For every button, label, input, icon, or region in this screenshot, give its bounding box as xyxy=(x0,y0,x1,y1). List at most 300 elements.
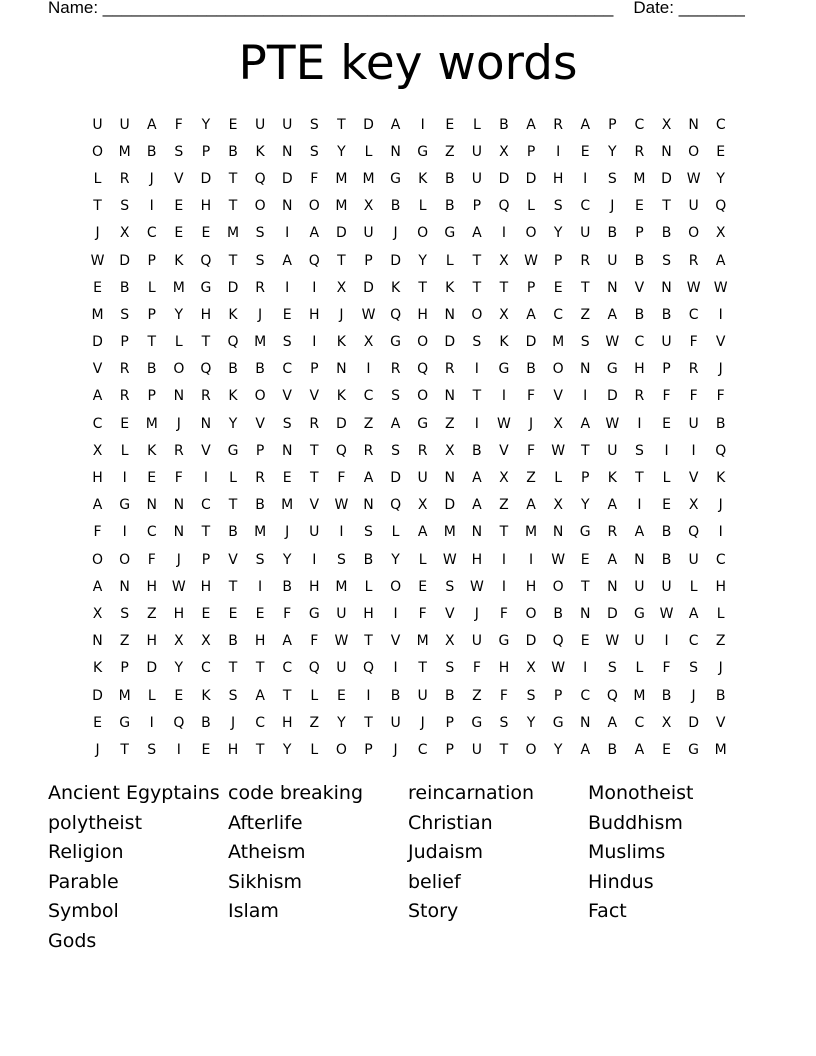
grid-cell[interactable]: B xyxy=(607,225,618,242)
grid-cell[interactable]: R xyxy=(580,252,591,269)
grid-cell[interactable]: W xyxy=(713,279,728,296)
grid-cell[interactable]: Y xyxy=(716,170,725,187)
grid-cell[interactable]: A xyxy=(472,225,482,242)
grid-cell[interactable]: X xyxy=(444,442,455,459)
grid-cell[interactable]: I xyxy=(149,714,154,731)
grid-cell[interactable]: A xyxy=(255,687,265,704)
grid-cell[interactable]: B xyxy=(499,116,509,133)
grid-cell[interactable]: K xyxy=(336,334,346,351)
grid-cell[interactable]: A xyxy=(472,470,482,487)
grid-cell[interactable]: S xyxy=(282,415,292,432)
grid-cell[interactable]: O xyxy=(525,741,537,758)
grid-cell[interactable]: A xyxy=(526,497,536,514)
grid-cell[interactable]: I xyxy=(501,225,507,242)
grid-cell[interactable]: Y xyxy=(282,741,292,758)
grid-cell[interactable]: O xyxy=(390,578,402,595)
grid-cell[interactable]: D xyxy=(525,170,537,187)
grid-cell[interactable]: X xyxy=(715,225,726,242)
grid-cell[interactable]: S xyxy=(634,442,644,459)
grid-cell[interactable]: Q xyxy=(308,660,320,677)
grid-cell[interactable]: W xyxy=(334,633,349,650)
grid-cell[interactable]: Q xyxy=(552,633,564,650)
grid-cell[interactable]: D xyxy=(444,334,456,351)
grid-cell[interactable]: V xyxy=(634,279,645,296)
grid-cell[interactable]: M xyxy=(362,170,375,187)
grid-cell[interactable]: U xyxy=(417,470,428,487)
grid-cell[interactable]: O xyxy=(552,578,564,595)
grid-cell[interactable]: V xyxy=(553,388,563,405)
grid-cell[interactable]: P xyxy=(201,551,211,568)
grid-cell[interactable]: Y xyxy=(580,497,590,514)
grid-cell[interactable]: J xyxy=(393,225,398,242)
grid-cell[interactable]: F xyxy=(499,687,508,704)
grid-cell[interactable]: P xyxy=(635,225,644,242)
grid-cell[interactable]: X xyxy=(553,497,563,514)
grid-cell[interactable]: H xyxy=(200,578,212,595)
grid-cell[interactable]: N xyxy=(173,388,185,405)
grid-cell[interactable]: X xyxy=(363,334,374,351)
grid-cell[interactable]: S xyxy=(120,198,130,215)
grid-cell[interactable]: K xyxy=(607,470,617,487)
grid-cell[interactable]: B xyxy=(146,361,157,378)
grid-cell[interactable]: L xyxy=(635,660,644,677)
grid-cell[interactable]: R xyxy=(309,415,320,432)
grid-cell[interactable]: Q xyxy=(227,334,239,351)
grid-cell[interactable]: T xyxy=(310,470,319,487)
grid-cell[interactable]: D xyxy=(688,714,699,731)
grid-cell[interactable]: L xyxy=(445,252,454,269)
grid-cell[interactable]: J xyxy=(718,361,723,378)
grid-cell[interactable]: P xyxy=(526,143,536,160)
grid-cell[interactable]: Q xyxy=(498,198,510,215)
grid-cell[interactable]: Z xyxy=(580,306,591,323)
grid-cell[interactable]: H xyxy=(498,660,510,677)
grid-cell[interactable]: U xyxy=(363,225,374,242)
grid-cell[interactable]: I xyxy=(176,741,181,758)
grid-cell[interactable]: C xyxy=(146,524,157,541)
grid-cell[interactable]: C xyxy=(363,388,374,405)
grid-cell[interactable]: S xyxy=(174,143,184,160)
grid-cell[interactable]: A xyxy=(309,225,320,242)
grid-cell[interactable]: I xyxy=(691,442,696,459)
grid-cell[interactable]: Y xyxy=(553,225,563,242)
grid-cell[interactable]: I xyxy=(312,334,317,351)
grid-cell[interactable]: X xyxy=(92,442,103,459)
grid-cell[interactable]: D xyxy=(363,279,374,296)
grid-cell[interactable]: O xyxy=(688,225,700,242)
grid-cell[interactable]: T xyxy=(228,660,238,677)
grid-cell[interactable]: O xyxy=(417,388,429,405)
grid-cell[interactable]: E xyxy=(282,470,292,487)
grid-cell[interactable]: M xyxy=(335,170,348,187)
grid-cell[interactable]: P xyxy=(472,198,482,215)
grid-cell[interactable]: A xyxy=(580,116,591,133)
grid-cell[interactable]: S xyxy=(391,442,401,459)
grid-cell[interactable]: Q xyxy=(362,660,374,677)
grid-cell[interactable]: I xyxy=(366,361,371,378)
grid-cell[interactable]: H xyxy=(146,633,157,650)
grid-cell[interactable]: O xyxy=(92,143,104,160)
grid-cell[interactable]: R xyxy=(553,116,563,133)
grid-cell[interactable]: L xyxy=(472,116,481,133)
grid-cell[interactable]: F xyxy=(662,388,671,405)
grid-cell[interactable]: D xyxy=(92,687,103,704)
grid-cell[interactable]: I xyxy=(664,633,669,650)
grid-cell[interactable]: X xyxy=(661,116,672,133)
grid-cell[interactable]: P xyxy=(526,279,536,296)
grid-cell[interactable]: I xyxy=(122,470,127,487)
grid-cell[interactable]: N xyxy=(579,605,591,622)
grid-cell[interactable]: Q xyxy=(390,497,402,514)
grid-cell[interactable]: U xyxy=(336,660,347,677)
grid-cell[interactable]: P xyxy=(553,687,563,704)
grid-cell[interactable]: I xyxy=(718,524,723,541)
grid-cell[interactable]: X xyxy=(499,143,509,160)
grid-cell[interactable]: A xyxy=(607,551,618,568)
grid-cell[interactable]: J xyxy=(176,551,181,568)
grid-cell[interactable]: C xyxy=(634,334,645,351)
grid-cell[interactable]: M xyxy=(714,741,727,758)
grid-cell[interactable]: C xyxy=(634,116,645,133)
grid-cell[interactable]: M xyxy=(552,334,565,351)
grid-cell[interactable]: B xyxy=(444,170,455,187)
grid-cell[interactable]: W xyxy=(605,415,620,432)
grid-cell[interactable]: A xyxy=(146,116,157,133)
grid-cell[interactable]: O xyxy=(688,143,700,160)
grid-cell[interactable]: J xyxy=(610,198,615,215)
grid-cell[interactable]: Q xyxy=(417,361,429,378)
grid-cell[interactable]: E xyxy=(174,198,184,215)
grid-cell[interactable]: N xyxy=(146,497,157,514)
grid-cell[interactable]: B xyxy=(715,415,726,432)
grid-cell[interactable]: H xyxy=(254,633,266,650)
grid-cell[interactable]: F xyxy=(174,116,183,133)
grid-cell[interactable]: I xyxy=(285,225,290,242)
grid-cell[interactable]: I xyxy=(474,415,479,432)
grid-cell[interactable]: G xyxy=(552,714,564,731)
grid-cell[interactable]: U xyxy=(634,633,645,650)
grid-cell[interactable]: V xyxy=(715,714,726,731)
grid-cell[interactable]: M xyxy=(416,633,429,650)
grid-cell[interactable]: U xyxy=(634,578,645,595)
grid-cell[interactable]: I xyxy=(583,388,588,405)
grid-cell[interactable]: C xyxy=(201,497,211,514)
grid-cell[interactable]: Z xyxy=(444,415,455,432)
grid-cell[interactable]: Y xyxy=(201,116,211,133)
grid-cell[interactable]: Q xyxy=(200,361,212,378)
grid-cell[interactable]: M xyxy=(633,687,646,704)
grid-cell[interactable]: I xyxy=(420,116,425,133)
grid-cell[interactable]: C xyxy=(146,225,157,242)
grid-cell[interactable]: K xyxy=(92,660,103,677)
grid-cell[interactable]: N xyxy=(173,497,185,514)
grid-cell[interactable]: I xyxy=(393,605,398,622)
grid-cell[interactable]: N xyxy=(444,388,455,405)
grid-cell[interactable]: W xyxy=(605,334,620,351)
grid-cell[interactable]: S xyxy=(472,334,482,351)
grid-cell[interactable]: J xyxy=(420,714,425,731)
grid-cell[interactable]: M xyxy=(145,415,158,432)
grid-cell[interactable]: L xyxy=(418,198,427,215)
grid-cell[interactable]: K xyxy=(418,170,428,187)
grid-cell[interactable]: V xyxy=(309,497,320,514)
grid-cell[interactable]: G xyxy=(390,334,401,351)
grid-cell[interactable]: F xyxy=(499,605,508,622)
grid-cell[interactable]: F xyxy=(716,388,725,405)
grid-cell[interactable]: J xyxy=(95,225,100,242)
grid-cell[interactable]: G xyxy=(417,143,429,160)
grid-cell[interactable]: X xyxy=(417,497,428,514)
grid-cell[interactable]: F xyxy=(93,524,102,541)
grid-cell[interactable]: A xyxy=(472,497,482,514)
grid-cell[interactable]: E xyxy=(580,143,590,160)
grid-cell[interactable]: S xyxy=(445,578,455,595)
grid-cell[interactable]: T xyxy=(472,388,482,405)
grid-cell[interactable]: W xyxy=(686,170,701,187)
grid-cell[interactable]: N xyxy=(444,306,455,323)
grid-cell[interactable]: H xyxy=(552,170,564,187)
grid-cell[interactable]: A xyxy=(92,578,103,595)
grid-cell[interactable]: T xyxy=(662,198,671,215)
grid-cell[interactable]: J xyxy=(393,741,398,758)
grid-cell[interactable]: I xyxy=(312,551,317,568)
grid-cell[interactable]: N xyxy=(661,143,672,160)
grid-cell[interactable]: T xyxy=(310,442,319,459)
grid-cell[interactable]: E xyxy=(201,741,211,758)
grid-cell[interactable]: W xyxy=(551,551,566,568)
grid-cell[interactable]: P xyxy=(147,252,156,269)
grid-cell[interactable]: J xyxy=(718,660,723,677)
grid-cell[interactable]: D xyxy=(661,170,672,187)
grid-cell[interactable]: A xyxy=(282,633,292,650)
grid-cell[interactable]: S xyxy=(499,714,509,731)
grid-cell[interactable]: B xyxy=(228,143,238,160)
grid-cell[interactable]: S xyxy=(607,170,617,187)
grid-cell[interactable]: B xyxy=(282,578,292,595)
grid-cell[interactable]: R xyxy=(417,442,428,459)
grid-cell[interactable]: E xyxy=(418,578,428,595)
grid-cell[interactable]: Z xyxy=(472,687,482,704)
grid-cell[interactable]: B xyxy=(553,605,563,622)
grid-cell[interactable]: W xyxy=(551,660,566,677)
grid-cell[interactable]: C xyxy=(201,660,211,677)
grid-cell[interactable]: E xyxy=(336,687,346,704)
grid-cell[interactable]: P xyxy=(445,741,454,758)
grid-cell[interactable]: E xyxy=(120,415,130,432)
grid-cell[interactable]: P xyxy=(608,116,617,133)
grid-cell[interactable]: K xyxy=(499,334,509,351)
grid-cell[interactable]: C xyxy=(417,741,428,758)
grid-cell[interactable]: X xyxy=(661,714,672,731)
grid-cell[interactable]: V xyxy=(282,388,292,405)
grid-cell[interactable]: R xyxy=(634,143,645,160)
grid-cell[interactable]: G xyxy=(417,415,429,432)
grid-cell[interactable]: G xyxy=(471,714,483,731)
grid-cell[interactable]: U xyxy=(119,116,130,133)
grid-cell[interactable]: D xyxy=(281,170,293,187)
grid-cell[interactable]: I xyxy=(583,170,588,187)
grid-cell[interactable]: J xyxy=(339,306,344,323)
grid-cell[interactable]: T xyxy=(201,334,211,351)
grid-cell[interactable]: T xyxy=(228,252,238,269)
grid-cell[interactable]: J xyxy=(149,170,154,187)
grid-cell[interactable]: S xyxy=(580,334,590,351)
grid-cell[interactable]: E xyxy=(174,225,184,242)
grid-cell[interactable]: T xyxy=(472,279,482,296)
grid-cell[interactable]: Y xyxy=(608,143,617,160)
grid-cell[interactable]: P xyxy=(310,361,319,378)
grid-cell[interactable]: G xyxy=(444,225,456,242)
grid-cell[interactable]: D xyxy=(498,170,510,187)
grid-cell[interactable]: M xyxy=(172,279,185,296)
grid-cell[interactable]: O xyxy=(254,198,266,215)
grid-cell[interactable]: S xyxy=(526,687,536,704)
grid-cell[interactable]: U xyxy=(580,225,591,242)
grid-cell[interactable]: E xyxy=(282,306,292,323)
name-field[interactable]: Name: ______________________________________________________ xyxy=(48,0,614,17)
grid-cell[interactable]: B xyxy=(444,198,455,215)
grid-cell[interactable]: C xyxy=(715,116,726,133)
grid-cell[interactable]: F xyxy=(310,633,319,650)
grid-cell[interactable]: O xyxy=(335,741,347,758)
grid-cell[interactable]: S xyxy=(336,551,346,568)
grid-cell[interactable]: F xyxy=(527,442,536,459)
grid-cell[interactable]: G xyxy=(498,633,510,650)
grid-cell[interactable]: K xyxy=(255,143,265,160)
grid-cell[interactable]: I xyxy=(501,388,507,405)
grid-cell[interactable]: H xyxy=(363,605,374,622)
grid-cell[interactable]: S xyxy=(120,605,130,622)
grid-cell[interactable]: B xyxy=(228,361,238,378)
grid-cell[interactable]: I xyxy=(366,687,371,704)
grid-cell[interactable]: L xyxy=(527,198,535,215)
grid-cell[interactable]: B xyxy=(146,143,157,160)
grid-cell[interactable]: X xyxy=(363,198,374,215)
grid-cell[interactable]: U xyxy=(417,687,428,704)
grid-cell[interactable]: U xyxy=(471,170,482,187)
grid-cell[interactable]: Q xyxy=(200,252,212,269)
grid-cell[interactable]: D xyxy=(146,660,158,677)
grid-cell[interactable]: S xyxy=(689,660,699,677)
grid-cell[interactable]: Y xyxy=(337,714,346,731)
grid-cell[interactable]: I xyxy=(312,279,317,296)
grid-cell[interactable]: C xyxy=(688,633,699,650)
grid-cell[interactable]: T xyxy=(418,279,427,296)
grid-cell[interactable]: S xyxy=(364,524,373,541)
grid-cell[interactable]: W xyxy=(686,279,701,296)
grid-cell[interactable]: T xyxy=(228,497,238,514)
grid-cell[interactable]: E xyxy=(201,225,211,242)
grid-cell[interactable]: N xyxy=(390,143,401,160)
grid-cell[interactable]: K xyxy=(174,252,184,269)
grid-cell[interactable]: Y xyxy=(418,252,427,269)
grid-cell[interactable]: Q xyxy=(335,442,347,459)
grid-cell[interactable]: L xyxy=(418,551,427,568)
grid-cell[interactable]: V xyxy=(92,361,103,378)
grid-cell[interactable]: Q xyxy=(715,442,727,459)
grid-cell[interactable]: R xyxy=(363,442,374,459)
grid-cell[interactable]: O xyxy=(119,551,131,568)
grid-cell[interactable]: H xyxy=(146,578,157,595)
grid-cell[interactable]: N xyxy=(363,497,374,514)
grid-cell[interactable]: R xyxy=(119,388,130,405)
grid-cell[interactable]: E xyxy=(662,415,671,432)
grid-cell[interactable]: N xyxy=(579,714,591,731)
grid-cell[interactable]: M xyxy=(335,578,348,595)
grid-cell[interactable]: U xyxy=(607,442,618,459)
grid-cell[interactable]: N xyxy=(607,578,618,595)
grid-cell[interactable]: V xyxy=(309,388,320,405)
grid-cell[interactable]: B xyxy=(661,524,672,541)
grid-cell[interactable]: O xyxy=(525,225,537,242)
grid-cell[interactable]: P xyxy=(581,470,590,487)
grid-cell[interactable]: B xyxy=(119,279,130,296)
grid-cell[interactable]: V xyxy=(444,605,455,622)
grid-cell[interactable]: L xyxy=(93,170,102,187)
grid-cell[interactable]: E xyxy=(147,470,157,487)
grid-cell[interactable]: E xyxy=(174,687,184,704)
grid-cell[interactable]: M xyxy=(118,687,131,704)
grid-cell[interactable]: B xyxy=(363,551,374,568)
grid-cell[interactable]: R xyxy=(607,524,618,541)
grid-cell[interactable]: H xyxy=(92,470,103,487)
grid-cell[interactable]: O xyxy=(471,306,483,323)
grid-cell[interactable]: F xyxy=(527,388,536,405)
grid-cell[interactable]: T xyxy=(499,279,509,296)
grid-cell[interactable]: B xyxy=(228,633,238,650)
grid-cell[interactable]: F xyxy=(147,551,156,568)
grid-cell[interactable]: M xyxy=(254,334,267,351)
grid-cell[interactable]: S xyxy=(553,198,563,215)
grid-cell[interactable]: K xyxy=(336,388,346,405)
grid-cell[interactable]: F xyxy=(662,660,671,677)
grid-cell[interactable]: L xyxy=(120,442,129,459)
grid-cell[interactable]: O xyxy=(173,361,185,378)
grid-cell[interactable]: I xyxy=(122,524,127,541)
grid-cell[interactable]: O xyxy=(417,225,429,242)
grid-cell[interactable]: E xyxy=(93,714,102,731)
grid-cell[interactable]: C xyxy=(715,551,726,568)
grid-cell[interactable]: P xyxy=(445,714,454,731)
grid-cell[interactable]: T xyxy=(120,741,129,758)
grid-cell[interactable]: P xyxy=(255,442,265,459)
grid-cell[interactable]: K xyxy=(228,306,238,323)
grid-cell[interactable]: L xyxy=(391,524,400,541)
grid-cell[interactable]: T xyxy=(418,660,427,677)
grid-cell[interactable]: N xyxy=(336,361,347,378)
grid-cell[interactable]: O xyxy=(525,605,537,622)
grid-cell[interactable]: U xyxy=(309,524,320,541)
grid-cell[interactable]: N xyxy=(471,524,483,541)
grid-cell[interactable]: H xyxy=(634,361,645,378)
grid-cell[interactable]: N xyxy=(552,524,564,541)
grid-cell[interactable]: D xyxy=(525,334,537,351)
grid-cell[interactable]: Y xyxy=(391,551,400,568)
grid-cell[interactable]: I xyxy=(258,578,263,595)
grid-cell[interactable]: M xyxy=(91,306,104,323)
grid-cell[interactable]: U xyxy=(661,334,672,351)
grid-cell[interactable]: X xyxy=(553,415,563,432)
grid-cell[interactable]: U xyxy=(661,578,672,595)
grid-cell[interactable]: A xyxy=(634,741,645,758)
grid-cell[interactable]: N xyxy=(281,198,293,215)
grid-cell[interactable]: H xyxy=(471,551,483,568)
grid-cell[interactable]: I xyxy=(501,578,507,595)
grid-cell[interactable]: E xyxy=(445,116,455,133)
grid-cell[interactable]: C xyxy=(255,714,265,731)
grid-cell[interactable]: F xyxy=(283,605,292,622)
grid-cell[interactable]: H xyxy=(417,306,428,323)
